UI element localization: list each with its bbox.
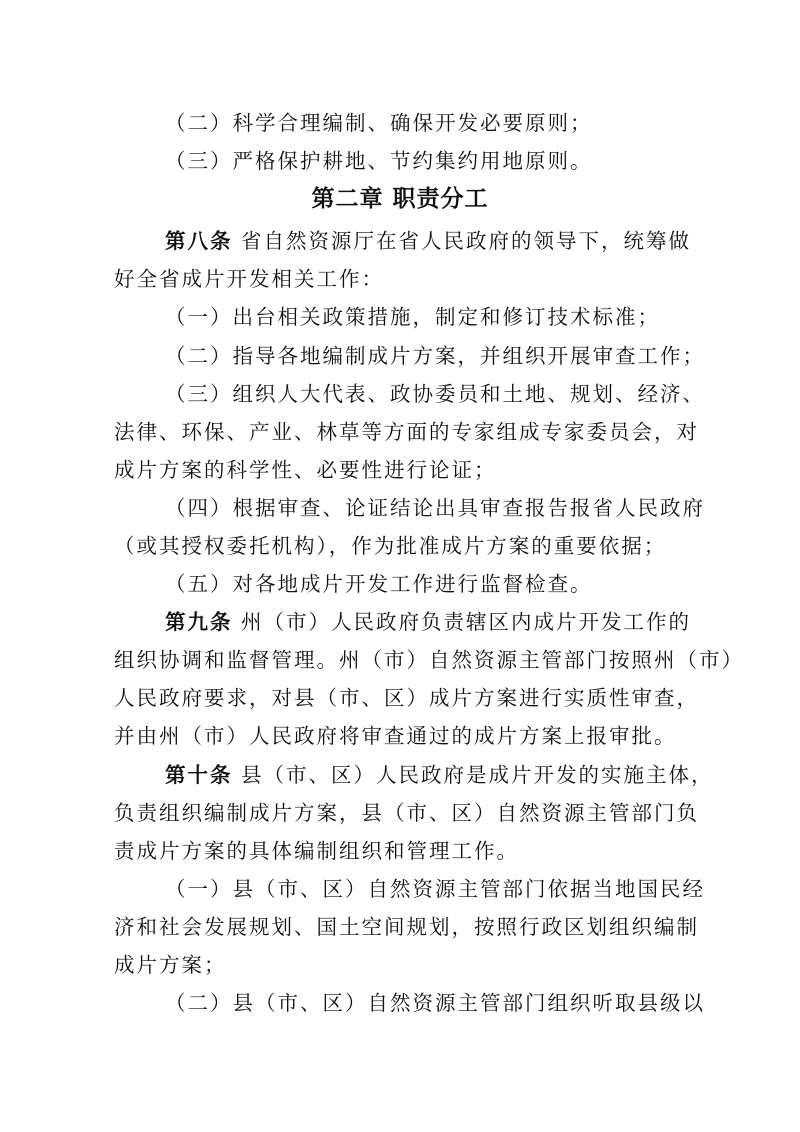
article-10-item-1: （一）县（市、区）自然资源主管部门依据当地国民经: [165, 877, 705, 901]
article-8-line-2: 好全省成片开发相关工作：: [114, 267, 384, 291]
article-8-item-4: （四）根据审查、论证结论出具审查报告报省人民政府: [165, 496, 705, 520]
principle-item-2: （二）科学合理编制、确保开发必要原则；: [165, 111, 593, 135]
chapter-heading: 第二章 职责分工: [311, 185, 489, 212]
article-9-label: 第九条: [165, 610, 233, 634]
article-8-first-line: [165, 226, 692, 256]
article-9-text: 州（市）人民政府负责辖区内成片开发工作的: [232, 610, 692, 634]
article-8-item-4-line-2: （或其授权委托机构），作为批准成片方案的重要依据；: [114, 534, 667, 558]
article-10-item-1-line-2: 济和社会发展规划、国土空间规划，按照行政区划组织编制: [114, 915, 699, 939]
article-9-line-2: 组织协调和监督管理。州（市）自然资源主管部门按照州（市）: [114, 648, 744, 672]
article-8-text: 省自然资源厅在省人民政府的领导下，统筹做: [232, 229, 692, 253]
article-8-item-1: （一）出台相关政策措施，制定和修订技术标准；: [165, 305, 660, 329]
article-8-item-3-line-3: 成片方案的科学性、必要性进行论证；: [114, 458, 497, 482]
article-10-text: 县（市、区）人民政府是成片开发的实施主体，: [232, 763, 714, 787]
article-9-first-line: [165, 607, 692, 637]
article-8-item-2: （二）指导各地编制成片方案，并组织开展审查工作；: [165, 344, 705, 368]
article-10-line-2: 负责组织编制成片方案，县（市、区）自然资源主管部门负: [114, 801, 699, 825]
article-10-line-3: 责成片方案的具体编制组织和管理工作。: [114, 839, 519, 863]
article-10-label: 第十条: [165, 763, 233, 787]
article-8-item-3-line-2: 法律、环保、产业、林草等方面的专家组成专家委员会，对: [114, 420, 699, 444]
article-9-line-3: 人民政府要求，对县（市、区）成片方案进行实质性审查，: [114, 686, 699, 710]
article-10-item-1-line-3: 成片方案；: [114, 953, 227, 977]
article-10-first-line: [165, 760, 714, 790]
article-8-item-5: （五）对各地成片开发工作进行监督检查。: [165, 572, 593, 596]
article-9-line-4: 并由州（市）人民政府将审查通过的成片方案上报审批。: [114, 724, 677, 748]
article-8-label: 第八条: [165, 229, 233, 253]
article-8-item-3: （三）组织人大代表、政协委员和土地、规划、经济、: [165, 382, 705, 406]
article-10-item-2: （二）县（市、区）自然资源主管部门组织听取县级以: [165, 991, 705, 1015]
principle-item-3: （三）严格保护耕地、节约集约用地原则。: [165, 149, 593, 173]
